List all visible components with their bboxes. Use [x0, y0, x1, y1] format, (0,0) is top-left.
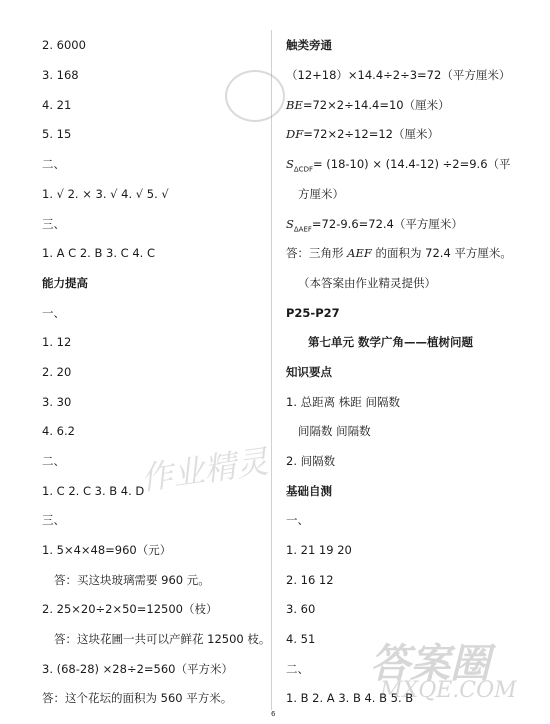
section-heading: 一、: [286, 513, 309, 527]
answer-line: 答：买这块玻璃需要 960 元。: [54, 573, 210, 587]
answer-line: 3. 30: [42, 395, 72, 409]
math-var: AEF: [347, 246, 372, 260]
answer-line: 1. 5×4×48=960（元）: [42, 543, 172, 557]
section-title: 能力提高: [42, 276, 88, 290]
section-heading: 一、: [42, 306, 65, 320]
answer-line: [286, 157, 511, 176]
answer-suffix: 的面积为 72.4 平方厘米。: [371, 246, 512, 260]
answer-prefix: 答：三角形: [286, 246, 348, 260]
answer-line: 3. 168: [42, 68, 79, 82]
math-expr: =72-9.6=72.4（平方厘米）: [311, 217, 463, 231]
answer-line: 2. 间隔数: [286, 454, 336, 468]
math-expr: = (18-10) × (14.4-12) ÷2=9.6（平: [312, 157, 511, 171]
answer-line: 1. C 2. C 3. B 4. D: [42, 484, 145, 498]
section-title: 知识要点: [286, 365, 332, 379]
section-heading: 二、: [286, 662, 309, 676]
answer-line: 1. A C 2. B 3. C 4. C: [42, 246, 155, 260]
answer-line: 2. 20: [42, 365, 72, 379]
section-heading: 二、: [42, 157, 65, 171]
answer-line: 1. 21 19 20: [286, 543, 352, 557]
answer-line: [286, 217, 463, 236]
answer-line: 1. 12: [42, 335, 72, 349]
answer-line: 1. 总距离 株距 间隔数: [286, 395, 400, 409]
unit-title: 第七单元 数学广角——植树问题: [308, 335, 474, 349]
section-title: 触类旁通: [286, 38, 332, 52]
section-title: 基础自测: [286, 484, 332, 498]
answer-line: 方厘米）: [298, 187, 344, 201]
answer-line: 答：这块花圃一共可以产鲜花 12500 枝。: [54, 632, 271, 646]
answer-line: 3. (68-28) ×28÷2=560（平方米）: [42, 662, 233, 676]
math-subscript: ΔCDF: [293, 165, 313, 174]
page-number: 6: [271, 710, 276, 718]
watermark-logo-url: MXQE.COM: [380, 678, 517, 703]
answer-line: （12+18）×14.4÷2÷3=72（平方厘米）: [286, 68, 511, 82]
math-subscript: ΔAEF: [293, 225, 312, 234]
credit-note: （本答案由作业精灵提供）: [298, 276, 436, 290]
answer-line: [286, 127, 439, 141]
math-var: S: [286, 157, 294, 171]
answer-line: [286, 98, 450, 112]
answer-line: 4. 21: [42, 98, 72, 112]
math-var: BE: [286, 98, 303, 112]
math-expr: =72×2÷12=12（厘米）: [303, 127, 439, 141]
answer-line: 2. 6000: [42, 38, 86, 52]
section-heading: 二、: [42, 454, 65, 468]
math-expr: =72×2÷14.4=10（厘米）: [302, 98, 450, 112]
answer-line: 1. √ 2. × 3. √ 4. √ 5. √: [42, 187, 169, 201]
answer-line: 4. 6.2: [42, 424, 75, 438]
section-heading: 三、: [42, 217, 65, 231]
math-var: DF: [286, 127, 304, 141]
page-range: P25-P27: [286, 306, 340, 320]
answer-line: [286, 246, 512, 260]
watermark-logo: 答案圈: [370, 640, 490, 687]
answer-line: 4. 51: [286, 632, 316, 646]
watermark-center: 作业精灵: [138, 442, 271, 498]
math-var: S: [286, 217, 294, 231]
answer-line: 答：这个花坛的面积为 560 平方米。: [42, 691, 233, 705]
section-heading: 三、: [42, 513, 65, 527]
answer-line: 2. 16 12: [286, 573, 334, 587]
answer-line: 1. B 2. A 3. B 4. B 5. B: [286, 691, 414, 705]
answer-line: 3. 60: [286, 602, 316, 616]
column-divider: [271, 30, 272, 710]
answer-line: 间隔数 间隔数: [298, 424, 371, 438]
answer-line: 2. 25×20÷2×50=12500（枝）: [42, 602, 218, 616]
stamp-seal: [225, 70, 285, 122]
answer-line: 5. 15: [42, 127, 72, 141]
